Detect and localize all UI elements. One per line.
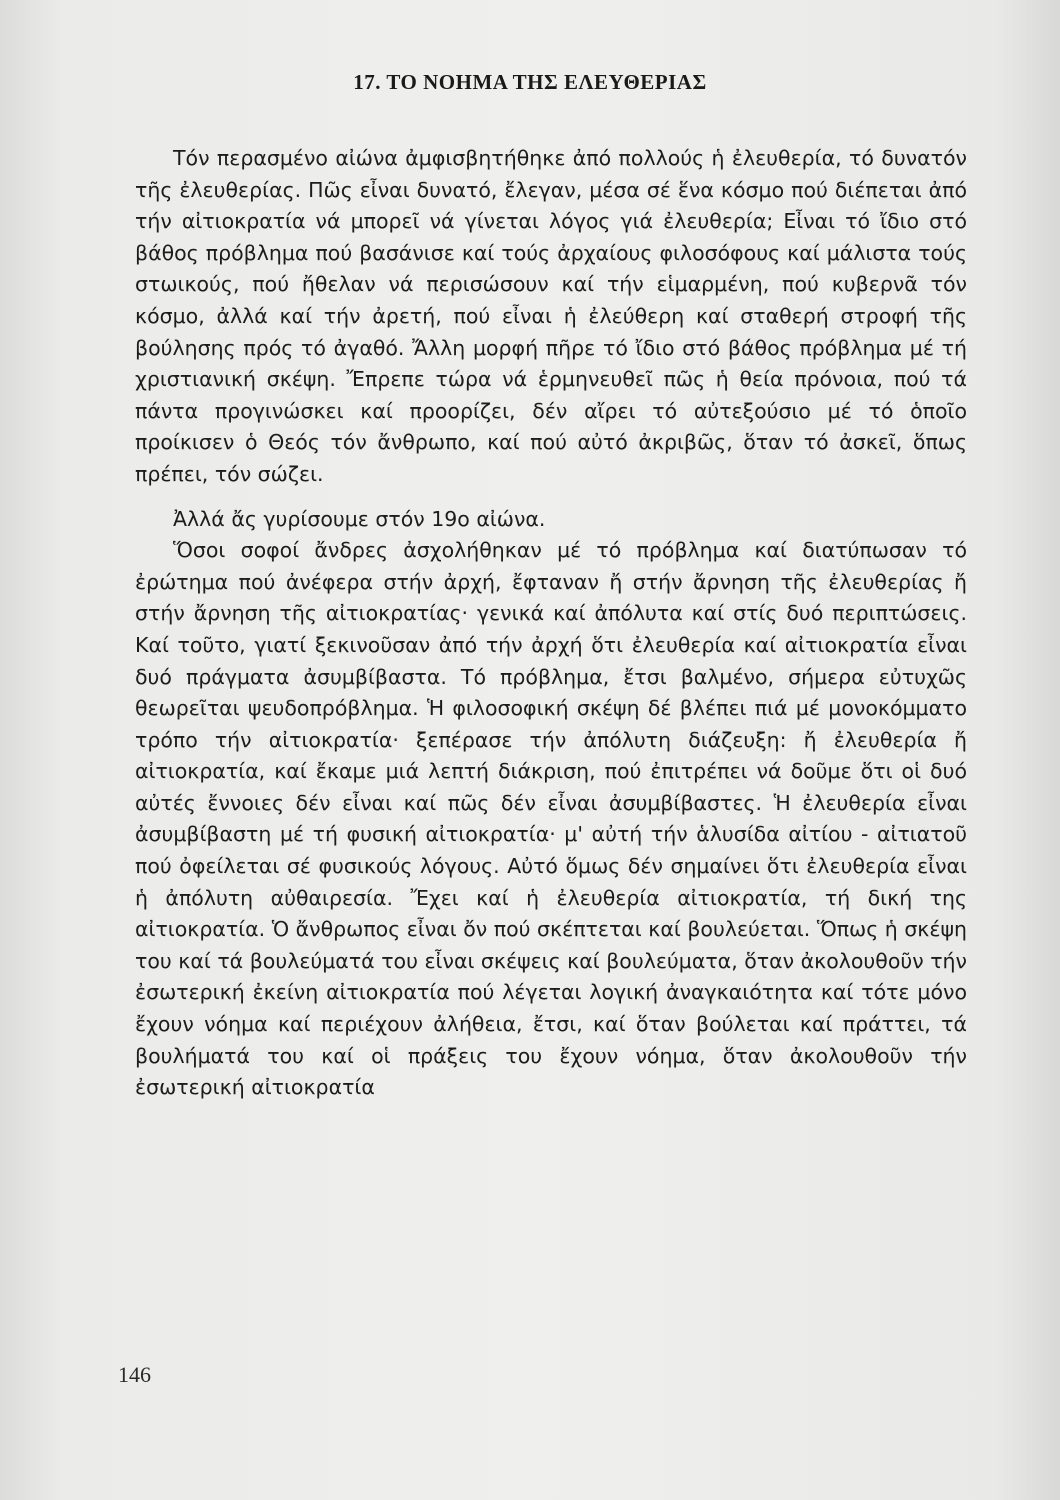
paragraph-1: Τόν περασμένο αἰώνα ἀμφισβητήθηκε ἀπό πολλούς ἡ ἐλευθερία, τό δυνατόν τῆς ἐλευθερίας. Πῶς εἶναι δυνατό, ἔλεγαν, μέσα σέ ἕνα κόσμο πού διέπεται ἀπό τήν αἰτιοκρατία νά μπορεῖ νά γίνεται λόγος γιά ἐλευθερία; Εἶναι τό ἴδιο στό βάθος πρόβλημα πού βασάνισε καί τούς ἀρχαίους φιλοσόφους καί μάλιστα τούς στωικούς, πού ἤθελαν νά περισώσουν καί τήν εἱμαρμένη, πού κυβερνᾶ τόν κόσμο, ἀλλά καί τήν ἀρετή, πού εἶναι ἡ ἐλεύθερη καί σταθερή στροφή τῆς βούλησης πρός τό ἀγαθό. Ἄλλη μορφή πῆρε τό ἴδιο στό βάθος πρόβλημα μέ τή χριστιανική σκέψη. Ἔπρεπε τώρα νά ἑρμηνευθεῖ πῶς ἡ θεία πρόνοια, πού τά πάντα προγινώσκει καί προορίζει, δέν αἴρει τό αὐτεξούσιο μέ τό ὁποῖο προίκισεν ὁ Θεός τόν ἄνθρωπο, καί πού αὐτό ἀκριβῶς, ὅταν τό ἀσκεῖ, ὅπως πρέπει, τόν σώζει. (135, 146, 967, 486)
page-number: 146 (118, 1362, 151, 1387)
chapter-heading: 17. ΤΟ ΝΟΗΜΑ ΤΗΣ ΕΛΕΥΘΕΡΙΑΣ (353, 70, 707, 94)
paragraph-3: Ὅσοι σοφοί ἄνδρες ἀσχολήθηκαν μέ τό πρόβλημα καί διατύπωσαν τό ἐρώτημα πού ἀνέφερα στήν ἀρχή, ἔφταναν ἤ στήν ἄρνηση τῆς ἐλευθερίας ἤ στήν ἄρνηση τῆς αἰτιοκρατίας· γενικά καί ἀπόλυτα καί στίς δυό περιπτώσεις. Καί τοῦτο, γιατί ξεκινοῦσαν ἀπό τήν ἀρχή ὅτι ἐλευθερία καί αἰτιοκρατία εἶναι δυό πράγματα ἀσυμβίβαστα. Τό πρόβλημα, ἔτσι βαλμένο, σήμερα εὐτυχῶς θεωρεῖται ψευδοπρόβλημα. Ἡ φιλοσοφική σκέψη δέ βλέπει πιά μέ μονοκόμματο τρόπο τήν αἰτιοκρατία· ξεπέρασε τήν ἀπόλυτη διάζευξη: ἤ ἐλευθερία ἤ αἰτιοκρατία, καί ἔκαμε μιά λεπτή διάκριση, πού ἐπιτρέπει νά δοῦμε ὅτι οἱ δυό αὐτές ἔννοιες δέν εἶναι καί πῶς δέν εἶναι ἀσυμβίβαστες. Ἡ ἐλευθερία εἶναι ἀσυμβίβαστη μέ τή φυσική αἰτιοκρατία· μ' αὐτή τήν ἁλυσίδα αἰτίου - αἰτιατοῦ πού ὀφείλεται σέ φυσικούς λόγους. Αὐτό ὅμως δέν σημαίνει ὅτι ἐλευθερία εἶναι ἡ ἀπόλυτη αὐθαιρεσία. Ἔχει καί ἡ ἐλευθερία αἰτιοκρατία, τή δική της αἰτιοκρατία. Ὁ ἄνθρωπος εἶναι ὄν πού σκέπτεται καί βουλεύεται. Ὅπως ἡ σκέψη του καί τά βουλεύματά του εἶναι σκέψεις καί βουλεύματα, ὅταν ἀκολουθοῦν τήν ἐσωτερική ἐκείνη αἰτιοκρατία πού λέγεται λογική ἀναγκαιότητα καί τότε μόνο ἔχουν νόημα καί περιέχουν ἀλήθεια, ἔτσι, καί ὅταν βούλεται καί πράττει, τά βουλήματά του καί οἱ πράξεις του ἔχουν νόημα, ὅταν ἀκολουθοῦν τήν ἐσωτερική αἰτιοκρατία (135, 538, 967, 1100)
body-text (135, 143, 967, 1104)
paragraph-2: Ἀλλά ἄς γυρίσουμε στόν 19ο αἰώνα. (173, 506, 546, 531)
